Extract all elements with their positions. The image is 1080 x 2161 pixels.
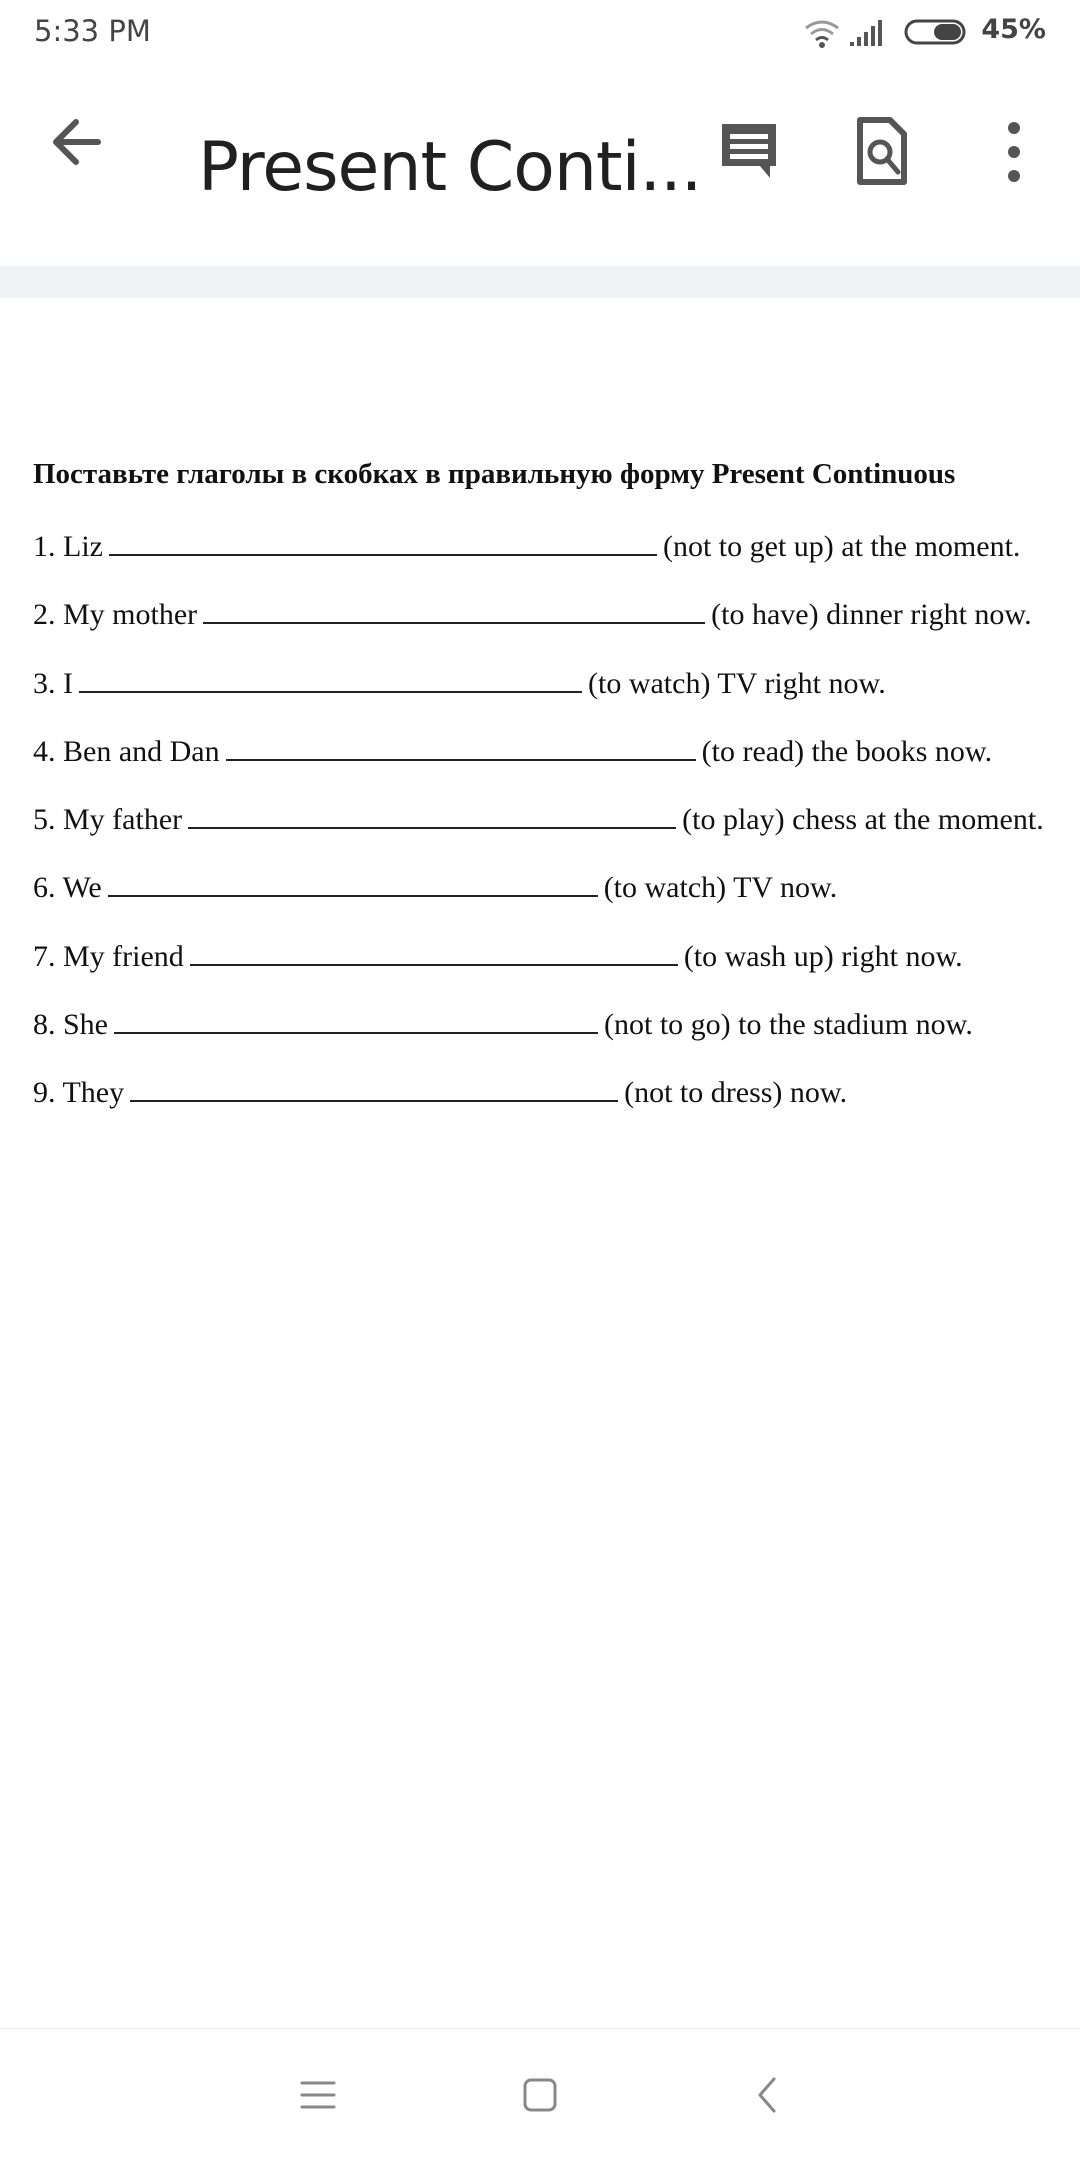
toolbar-divider bbox=[0, 266, 1080, 298]
wifi-icon bbox=[803, 18, 841, 48]
exercise-suffix: (to play) chess at the moment. bbox=[682, 803, 1044, 837]
answer-blank bbox=[190, 936, 678, 966]
signal-icon bbox=[848, 18, 886, 48]
status-bar bbox=[0, 0, 1080, 66]
exercise-prefix: 1. Liz bbox=[33, 530, 103, 563]
exercise-item bbox=[33, 936, 1073, 1004]
answer-blank bbox=[109, 526, 657, 556]
exercise-suffix: (not to get up) at the moment. bbox=[662, 530, 1021, 563]
status-icons bbox=[806, 14, 1046, 50]
menu-icon[interactable] bbox=[288, 2065, 348, 2125]
exercise-item bbox=[33, 799, 1073, 867]
answer-blank bbox=[203, 594, 705, 624]
status-time: 5:33 PM bbox=[34, 14, 151, 48]
exercise-prefix: 5. My father bbox=[33, 803, 183, 837]
answer-blank bbox=[188, 799, 676, 829]
home-square-icon[interactable] bbox=[510, 2065, 570, 2125]
answer-blank bbox=[114, 1004, 598, 1034]
battery-percentage: 45% bbox=[981, 14, 1046, 45]
exercise-heading: Поставьте глаголы в скобках в правильную форму Present Continuous bbox=[33, 458, 956, 490]
exercise-suffix: (not to dress) now. bbox=[624, 1076, 848, 1110]
exercise-suffix: (to watch) TV now. bbox=[603, 871, 838, 905]
exercise-suffix: (to wash up) right now. bbox=[683, 939, 963, 973]
exercise-suffix: (to have) dinner right now. bbox=[711, 598, 1032, 632]
exercise-suffix: (to read) the books now. bbox=[701, 734, 993, 768]
exercise-prefix: 9. They bbox=[33, 1076, 125, 1110]
app-bar bbox=[0, 66, 1080, 267]
exercise-prefix: 2. My mother bbox=[33, 598, 198, 632]
battery-icon bbox=[904, 18, 970, 46]
exercise-list bbox=[33, 526, 1073, 1141]
exercise-prefix: 7. My friend bbox=[33, 939, 184, 973]
find-in-document-icon[interactable] bbox=[842, 112, 922, 192]
exercise-item bbox=[33, 594, 1073, 662]
exercise-item bbox=[33, 1004, 1073, 1072]
exercise-prefix: 3. I bbox=[33, 666, 73, 700]
more-vert-icon[interactable] bbox=[974, 112, 1054, 192]
exercise-item bbox=[33, 1072, 1073, 1140]
exercise-item bbox=[33, 526, 1073, 594]
comments-icon[interactable] bbox=[710, 112, 790, 192]
exercise-suffix: (not to go) to the stadium now. bbox=[604, 1008, 973, 1042]
system-navigation-bar bbox=[0, 2028, 1080, 2161]
exercise-item bbox=[33, 663, 1073, 731]
exercise-item bbox=[33, 731, 1073, 799]
answer-blank bbox=[79, 663, 582, 693]
answer-blank bbox=[226, 731, 696, 761]
back-arrow-icon[interactable] bbox=[38, 102, 118, 182]
answer-blank bbox=[130, 1072, 618, 1102]
exercise-prefix: 4. Ben and Dan bbox=[33, 734, 220, 768]
back-chevron-icon[interactable] bbox=[738, 2065, 798, 2125]
document-title: Present Conti... bbox=[198, 128, 702, 207]
document-page[interactable] bbox=[0, 298, 1080, 2028]
answer-blank bbox=[108, 867, 598, 897]
exercise-item bbox=[33, 867, 1073, 935]
exercise-prefix: 8. She bbox=[33, 1008, 108, 1042]
exercise-prefix: 6. We bbox=[33, 871, 102, 905]
exercise-suffix: (to watch) TV right now. bbox=[588, 666, 886, 700]
